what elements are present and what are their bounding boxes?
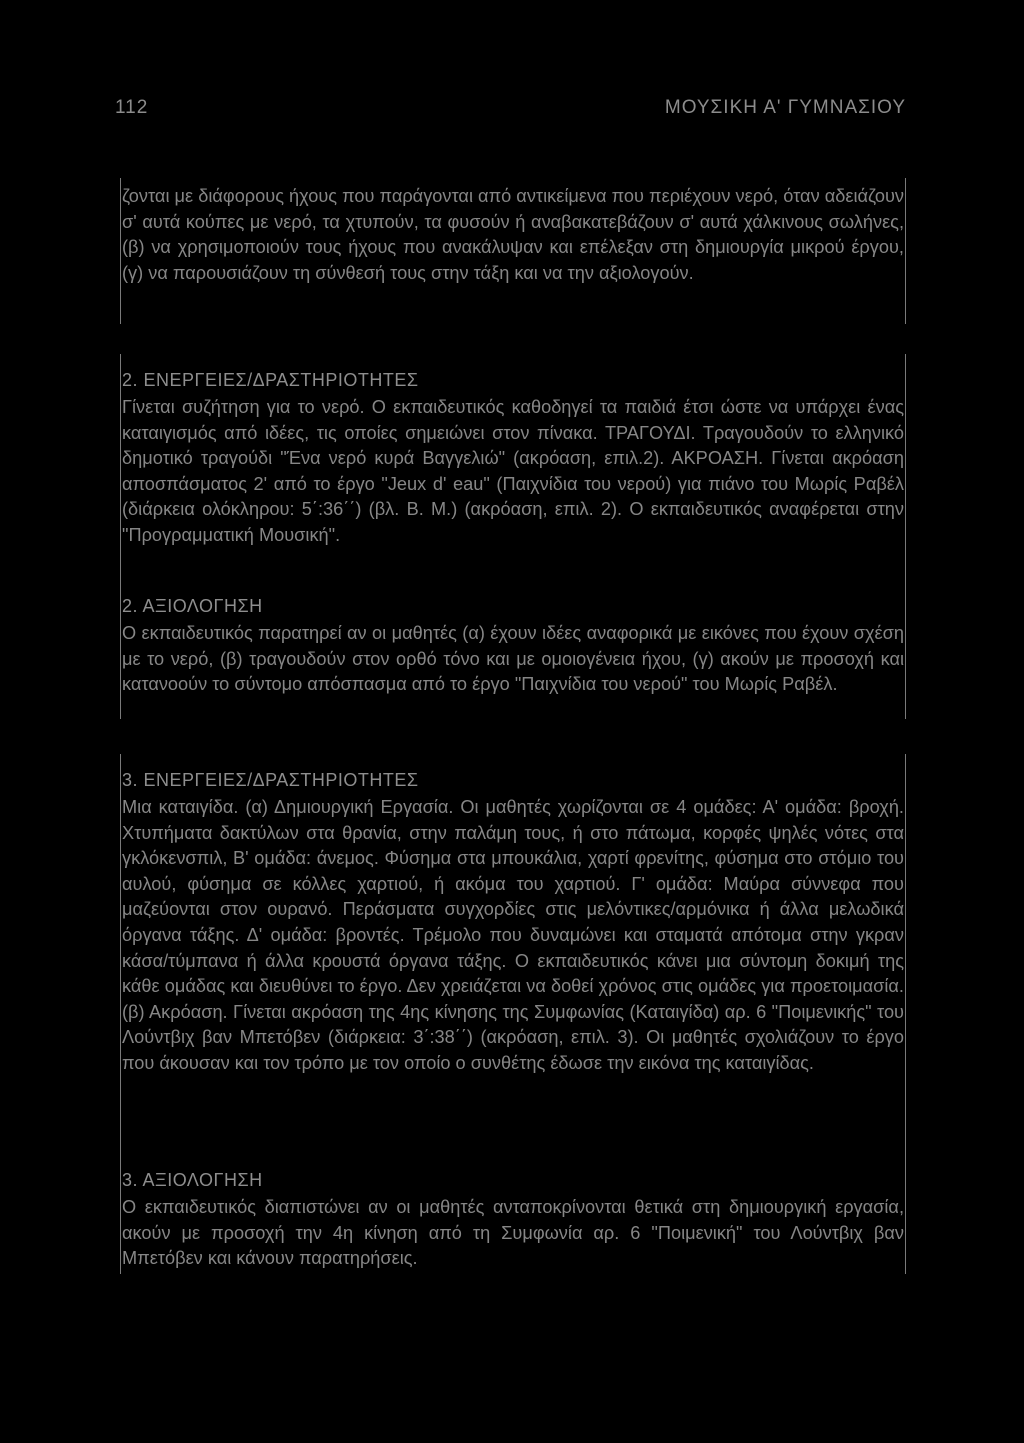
section-3-activities xyxy=(122,768,904,1077)
right-margin-rule xyxy=(905,178,906,324)
intro-paragraph-block xyxy=(122,184,904,286)
section-heading: 2. ΕΝΕΡΓΕΙΕΣ/ΔΡΑΣΤΗΡΙΟΤΗΤΕΣ xyxy=(122,370,419,390)
running-header-title: ΜΟΥΣΙΚΗ Α' ΓΥΜΝΑΣΙΟΥ xyxy=(664,97,906,118)
section-3-assessment xyxy=(122,1168,904,1272)
section-paragraph: Γίνεται συζήτηση για το νερό. Ο εκπαιδευτικός καθοδηγεί τα παιδιά έτσι ώστε να υπάρχει ένας καταιγισμός από ιδέες, τις οποίες σημειώνει στον πίνακα. ΤΡΑΓΟΥΔΙ. Τραγουδούν το ελληνικό δημοτικό τραγούδι "Ένα νερό κυρά Βαγγελιώ" (ακρόαση, επιλ.2). ΑΚΡΟΑΣΗ. Γίνεται ακρόαση αποσπάσματος 2' από το έργο "Jeux d' eau" (Παιχνίδια του νερού) για πιάνο του Μωρίς Ραβέλ (διάρκεια ολόκληρου: 5΄:36΄΄) (βλ. Β. Μ.) (ακρόαση, επιλ. 2). Ο εκπαιδευτικός αναφέρεται στην "Προγραμματική Μουσική". xyxy=(122,397,904,545)
right-margin-rule xyxy=(905,354,906,719)
left-margin-rule xyxy=(120,178,121,324)
page-number: 112 xyxy=(115,97,149,118)
section-paragraph: Ο εκπαιδευτικός παρατηρεί αν οι μαθητές (α) έχουν ιδέες αναφορικά με εικόνες που έχουν σχέση με το νερό, (β) τραγουδούν στον ορθό τόνο και με ομοιογένεια ήχου, (γ) ακούν με προσοχή και κατανοούν το σύντομο απόσπασμα από το έργο "Παιχνίδια του νερού" του Μωρίς Ραβέλ. xyxy=(122,623,904,695)
section-heading: 2. ΑΞΙΟΛΟΓΗΣΗ xyxy=(122,596,263,616)
section-paragraph: Ο εκπαιδευτικός διαπιστώνει αν οι μαθητές ανταποκρίνονται θετικά στη δημιουργική εργασία, ακούν με προσοχή την 4η κίνηση από τη Συμφωνία αρ. 6 "Ποιμενική" του Λούντβιχ βαν Μπετόβεν και κάνουν παρατηρήσεις. xyxy=(122,1197,904,1269)
left-margin-rule xyxy=(120,354,121,719)
section-heading: 3. ΑΞΙΟΛΟΓΗΣΗ xyxy=(122,1170,263,1190)
section-paragraph: Μια καταιγίδα. (α) Δημιουργική Εργασία. Οι μαθητές χωρίζονται σε 4 ομάδες: Α' ομάδα: βροχή. Χτυπήματα δακτύλων στα θρανία, στην παλάμη τους, ή στο πάτωμα, κορφές ψηλές νότες στα γκλόκενσπιλ, Β' ομάδα: άνεμος. Φύσημα στα μπουκάλια, χαρτί φρενίτης, φύσημα στο στόμιο του αυλού, φύσημα σε κόλλες χαρτιού, ή ακόμα του χαρτιού. Γ' ομάδα: Μαύρα σύννεφα που μαζεύονται στον ουρανό. Περάσματα συγχορδίες στις μελόντικες/αρμόνικα ή άλλα μελωδικά όργανα τάξης. Δ' ομάδα: βροντές. Τρέμολο που δυναμώνει και σταματά απότομα στην γκραν κάσα/τύμπανα ή άλλα κρουστά όργανα τάξης. Ο εκπαιδευτικός κάνει μια σύντομη δοκιμή της κάθε ομάδας και διευθύνει το έργο. Δεν χρειάζεται να δοθεί χρόνος στις ομάδες για προετοιμασία. (β) Ακρόαση. Γίνεται ακρόαση της 4ης κίνησης της Συμφωνίας (Καταιγίδα) αρ. 6 "Ποιμενικής" του Λούντβιχ βαν Μπετόβεν (διάρκεια: 3΄:38΄΄) (ακρόαση, επιλ. 3). Οι μαθητές σχολιάζουν το έργο που άκουσαν και τον τρόπο με τον οποίο ο συνθέτης έδωσε την εικόνα της καταιγίδας. xyxy=(122,797,904,1073)
intro-paragraph: ζονται με διάφορους ήχους που παράγονται από αντικείμενα που περιέχουν νερό, όταν αδειάζουν σ' αυτά κούπες με νερό, τα χτυπούν, τα φυσούν ή αναβακατεβάζουν σ' αυτά χάλκινους σωλήνες, (β) να χρησιμοποιούν τους ήχους που ανακάλυψαν και επέλεξαν στη δημιουργία μικρού έργου, (γ) να παρουσιάζουν τη σύνθεσή τους στην τάξη και να την αξιολογούν. xyxy=(122,186,904,283)
left-margin-rule xyxy=(120,754,121,1274)
section-2-assessment xyxy=(122,594,904,698)
section-2-activities xyxy=(122,368,904,549)
section-heading: 3. ΕΝΕΡΓΕΙΕΣ/ΔΡΑΣΤΗΡΙΟΤΗΤΕΣ xyxy=(122,770,419,790)
right-margin-rule xyxy=(905,754,906,1274)
